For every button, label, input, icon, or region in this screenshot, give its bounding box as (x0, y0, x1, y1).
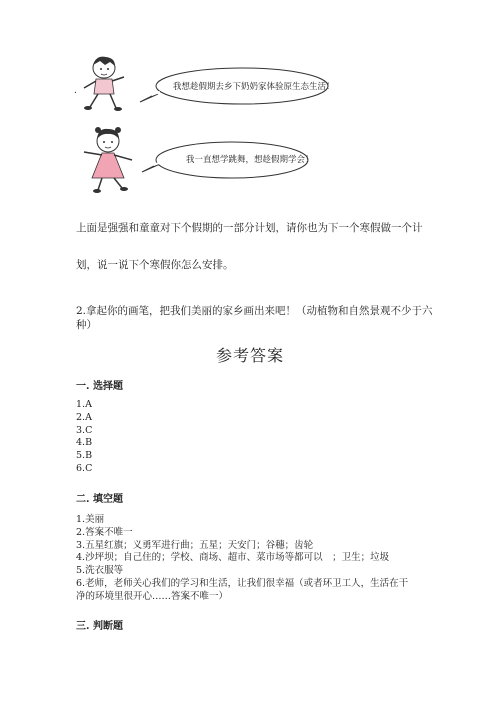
task1-line1: 上面是强强和童童对下个假期的一部分计划，请你也为下一个寒假做一个计 (76, 222, 423, 234)
list-item: 5.B (76, 450, 93, 462)
list-item: 4.沙坪坝；自己住的；学校、商场、超市、菜市场等都可以 ；卫生；垃圾 (76, 552, 390, 564)
list-item: 1.A (76, 399, 92, 410)
task1-line2: 划，说一说下个寒假你怎么安排。 (76, 259, 234, 271)
section-1-heading: 一. 选择题 (76, 381, 123, 392)
list-item: 2.A (76, 411, 92, 423)
boy-illustration (72, 52, 132, 112)
list-item: 净的环境里很开心……答案不唯一） (76, 590, 229, 602)
list-item: 6.C (76, 462, 93, 474)
task2-line1: 2.拿起你的画笔，把我们美丽的家乡画出来吧！（动植物和自然景观不少于六 (76, 305, 433, 317)
section-3-heading: 三. 判断题 (76, 621, 123, 632)
dot-mark: . (74, 86, 77, 96)
task2-line2: 种） (76, 319, 97, 331)
list-item: 2.答案不唯一 (76, 526, 133, 538)
section-2-heading: 二. 填空题 (76, 494, 123, 505)
section-1-list (76, 399, 92, 476)
girl-illustration (78, 124, 140, 194)
list-item: 3.C (76, 424, 93, 436)
list-item: 6.老师，老师关心我们的学习和生活，让我们很幸福（或者环卫工人，生活在干 (76, 577, 409, 589)
list-item: 5.洗衣服等 (76, 565, 124, 577)
section-2-list (76, 514, 408, 604)
list-item: 1.美丽 (76, 514, 105, 525)
list-item: 3.五星红旗；义勇军进行曲；五星；天安门；谷穗；齿轮 (76, 539, 314, 551)
list-item: 4.B (76, 437, 93, 449)
answer-title: 参考答案 (215, 346, 284, 365)
bubble-2-text: 我一直想学跳舞，想趁假期学会！ (186, 155, 314, 165)
bubble-1-text: 我想趁假期去乡下奶奶家体验原生态生活！ (173, 82, 335, 92)
